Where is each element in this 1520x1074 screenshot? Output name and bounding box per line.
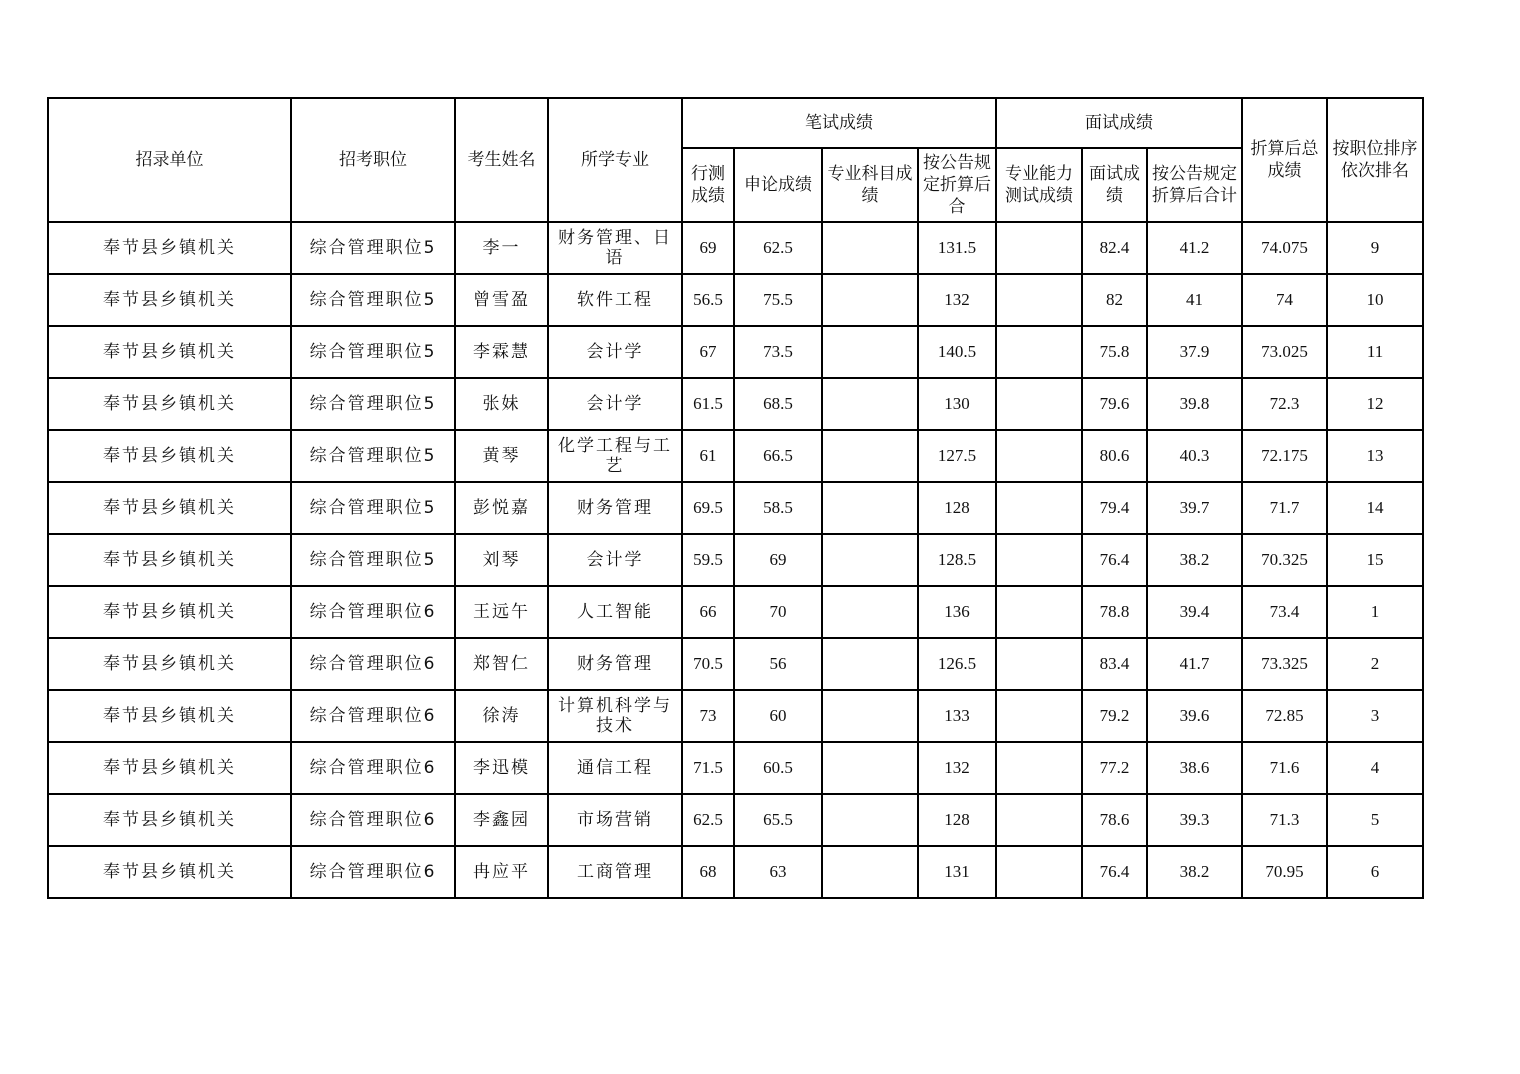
cell-final-total: 74 bbox=[1242, 274, 1327, 326]
cell-major: 计算机科学与技术 bbox=[548, 690, 682, 742]
cell-interview-total: 39.6 bbox=[1147, 690, 1242, 742]
cell-rank: 4 bbox=[1327, 742, 1423, 794]
cell-xingce: 68 bbox=[682, 846, 734, 898]
cell-rank: 3 bbox=[1327, 690, 1423, 742]
cell-written-total: 140.5 bbox=[918, 326, 996, 378]
cell-shenlun: 60.5 bbox=[734, 742, 822, 794]
cell-shenlun: 56 bbox=[734, 638, 822, 690]
cell-name: 刘琴 bbox=[455, 534, 548, 586]
cell-rank: 6 bbox=[1327, 846, 1423, 898]
cell-zhuanye bbox=[822, 326, 918, 378]
cell-interview-total: 41.7 bbox=[1147, 638, 1242, 690]
cell-position: 综合管理职位5 bbox=[291, 378, 455, 430]
cell-zhuanye bbox=[822, 378, 918, 430]
cell-interview: 78.8 bbox=[1082, 586, 1147, 638]
cell-interview: 82.4 bbox=[1082, 222, 1147, 274]
cell-name: 彭悦嘉 bbox=[455, 482, 548, 534]
cell-written-total: 133 bbox=[918, 690, 996, 742]
cell-xingce: 59.5 bbox=[682, 534, 734, 586]
cell-rank: 9 bbox=[1327, 222, 1423, 274]
cell-xingce: 56.5 bbox=[682, 274, 734, 326]
cell-ability bbox=[996, 638, 1082, 690]
cell-interview-total: 38.2 bbox=[1147, 534, 1242, 586]
table-row bbox=[48, 274, 1423, 326]
cell-interview: 79.2 bbox=[1082, 690, 1147, 742]
cell-interview: 75.8 bbox=[1082, 326, 1147, 378]
cell-ability bbox=[996, 586, 1082, 638]
cell-interview-total: 40.3 bbox=[1147, 430, 1242, 482]
cell-interview-total: 37.9 bbox=[1147, 326, 1242, 378]
cell-interview-total: 38.2 bbox=[1147, 846, 1242, 898]
cell-major: 会计学 bbox=[548, 378, 682, 430]
header-name: 考生姓名 bbox=[455, 98, 548, 222]
cell-final-total: 73.325 bbox=[1242, 638, 1327, 690]
cell-ability bbox=[996, 274, 1082, 326]
cell-shenlun: 66.5 bbox=[734, 430, 822, 482]
cell-xingce: 67 bbox=[682, 326, 734, 378]
header-major: 所学专业 bbox=[548, 98, 682, 222]
cell-major: 人工智能 bbox=[548, 586, 682, 638]
cell-unit: 奉节县乡镇机关 bbox=[48, 846, 291, 898]
cell-position: 综合管理职位6 bbox=[291, 794, 455, 846]
cell-major: 会计学 bbox=[548, 534, 682, 586]
cell-zhuanye bbox=[822, 638, 918, 690]
cell-interview-total: 39.8 bbox=[1147, 378, 1242, 430]
cell-unit: 奉节县乡镇机关 bbox=[48, 794, 291, 846]
cell-name: 王远午 bbox=[455, 586, 548, 638]
cell-rank: 12 bbox=[1327, 378, 1423, 430]
cell-zhuanye bbox=[822, 794, 918, 846]
cell-written-total: 126.5 bbox=[918, 638, 996, 690]
cell-rank: 10 bbox=[1327, 274, 1423, 326]
cell-position: 综合管理职位6 bbox=[291, 846, 455, 898]
cell-name: 李一 bbox=[455, 222, 548, 274]
cell-unit: 奉节县乡镇机关 bbox=[48, 326, 291, 378]
cell-name: 李迅模 bbox=[455, 742, 548, 794]
header-interview-total: 按公告规定折算后合计 bbox=[1147, 148, 1242, 222]
table-row bbox=[48, 794, 1423, 846]
table-row bbox=[48, 482, 1423, 534]
cell-major: 软件工程 bbox=[548, 274, 682, 326]
cell-interview: 76.4 bbox=[1082, 846, 1147, 898]
header-xingce: 行测成绩 bbox=[682, 148, 734, 222]
cell-name: 郑智仁 bbox=[455, 638, 548, 690]
cell-ability bbox=[996, 378, 1082, 430]
cell-zhuanye bbox=[822, 430, 918, 482]
cell-xingce: 61 bbox=[682, 430, 734, 482]
table-row bbox=[48, 430, 1423, 482]
cell-interview-total: 38.6 bbox=[1147, 742, 1242, 794]
cell-rank: 2 bbox=[1327, 638, 1423, 690]
cell-major: 工商管理 bbox=[548, 846, 682, 898]
cell-zhuanye bbox=[822, 690, 918, 742]
table-row bbox=[48, 638, 1423, 690]
cell-unit: 奉节县乡镇机关 bbox=[48, 586, 291, 638]
cell-interview: 79.4 bbox=[1082, 482, 1147, 534]
cell-shenlun: 65.5 bbox=[734, 794, 822, 846]
cell-ability bbox=[996, 846, 1082, 898]
header-interview-score: 面试成绩 bbox=[1082, 148, 1147, 222]
cell-interview: 83.4 bbox=[1082, 638, 1147, 690]
cell-final-total: 74.075 bbox=[1242, 222, 1327, 274]
cell-shenlun: 75.5 bbox=[734, 274, 822, 326]
cell-name: 曾雪盈 bbox=[455, 274, 548, 326]
cell-interview-total: 41 bbox=[1147, 274, 1242, 326]
cell-position: 综合管理职位5 bbox=[291, 222, 455, 274]
header-ability: 专业能力测试成绩 bbox=[996, 148, 1082, 222]
cell-shenlun: 63 bbox=[734, 846, 822, 898]
cell-ability bbox=[996, 222, 1082, 274]
cell-name: 冉应平 bbox=[455, 846, 548, 898]
cell-zhuanye bbox=[822, 586, 918, 638]
cell-major: 化学工程与工艺 bbox=[548, 430, 682, 482]
cell-written-total: 128 bbox=[918, 482, 996, 534]
cell-shenlun: 62.5 bbox=[734, 222, 822, 274]
cell-unit: 奉节县乡镇机关 bbox=[48, 378, 291, 430]
cell-name: 李鑫园 bbox=[455, 794, 548, 846]
cell-xingce: 61.5 bbox=[682, 378, 734, 430]
cell-major: 会计学 bbox=[548, 326, 682, 378]
cell-major: 通信工程 bbox=[548, 742, 682, 794]
cell-final-total: 71.6 bbox=[1242, 742, 1327, 794]
header-row-top bbox=[48, 98, 1423, 148]
cell-zhuanye bbox=[822, 482, 918, 534]
header-interview-group: 面试成绩 bbox=[996, 98, 1242, 148]
cell-final-total: 70.95 bbox=[1242, 846, 1327, 898]
cell-written-total: 132 bbox=[918, 274, 996, 326]
cell-xingce: 66 bbox=[682, 586, 734, 638]
header-unit: 招录单位 bbox=[48, 98, 291, 222]
cell-xingce: 73 bbox=[682, 690, 734, 742]
table-header bbox=[48, 98, 1423, 222]
table-row bbox=[48, 586, 1423, 638]
cell-zhuanye bbox=[822, 274, 918, 326]
cell-xingce: 69.5 bbox=[682, 482, 734, 534]
header-rank: 按职位排序依次排名 bbox=[1327, 98, 1423, 222]
cell-rank: 1 bbox=[1327, 586, 1423, 638]
cell-final-total: 70.325 bbox=[1242, 534, 1327, 586]
cell-name: 徐涛 bbox=[455, 690, 548, 742]
cell-major: 财务管理 bbox=[548, 638, 682, 690]
table-row bbox=[48, 222, 1423, 274]
cell-position: 综合管理职位6 bbox=[291, 690, 455, 742]
cell-shenlun: 70 bbox=[734, 586, 822, 638]
cell-interview-total: 39.3 bbox=[1147, 794, 1242, 846]
cell-ability bbox=[996, 742, 1082, 794]
cell-rank: 11 bbox=[1327, 326, 1423, 378]
table-row bbox=[48, 690, 1423, 742]
cell-rank: 5 bbox=[1327, 794, 1423, 846]
cell-written-total: 136 bbox=[918, 586, 996, 638]
cell-rank: 14 bbox=[1327, 482, 1423, 534]
cell-ability bbox=[996, 430, 1082, 482]
cell-interview: 77.2 bbox=[1082, 742, 1147, 794]
cell-major: 财务管理 bbox=[548, 482, 682, 534]
cell-final-total: 73.4 bbox=[1242, 586, 1327, 638]
cell-interview: 80.6 bbox=[1082, 430, 1147, 482]
cell-interview: 76.4 bbox=[1082, 534, 1147, 586]
cell-interview-total: 41.2 bbox=[1147, 222, 1242, 274]
cell-unit: 奉节县乡镇机关 bbox=[48, 274, 291, 326]
cell-name: 李霖慧 bbox=[455, 326, 548, 378]
cell-interview-total: 39.4 bbox=[1147, 586, 1242, 638]
cell-unit: 奉节县乡镇机关 bbox=[48, 222, 291, 274]
cell-xingce: 71.5 bbox=[682, 742, 734, 794]
cell-interview: 82 bbox=[1082, 274, 1147, 326]
cell-xingce: 70.5 bbox=[682, 638, 734, 690]
cell-shenlun: 68.5 bbox=[734, 378, 822, 430]
table-row bbox=[48, 326, 1423, 378]
cell-ability bbox=[996, 326, 1082, 378]
table-body bbox=[48, 222, 1423, 898]
cell-written-total: 128.5 bbox=[918, 534, 996, 586]
cell-major: 市场营销 bbox=[548, 794, 682, 846]
cell-unit: 奉节县乡镇机关 bbox=[48, 638, 291, 690]
cell-zhuanye bbox=[822, 846, 918, 898]
cell-major: 财务管理、日语 bbox=[548, 222, 682, 274]
cell-position: 综合管理职位5 bbox=[291, 482, 455, 534]
cell-written-total: 131 bbox=[918, 846, 996, 898]
cell-position: 综合管理职位5 bbox=[291, 326, 455, 378]
cell-ability bbox=[996, 534, 1082, 586]
cell-position: 综合管理职位5 bbox=[291, 274, 455, 326]
cell-interview: 78.6 bbox=[1082, 794, 1147, 846]
cell-name: 张妹 bbox=[455, 378, 548, 430]
cell-position: 综合管理职位6 bbox=[291, 638, 455, 690]
header-written-group: 笔试成绩 bbox=[682, 98, 996, 148]
cell-written-total: 130 bbox=[918, 378, 996, 430]
cell-zhuanye bbox=[822, 534, 918, 586]
header-final-total: 折算后总成绩 bbox=[1242, 98, 1327, 222]
cell-ability bbox=[996, 690, 1082, 742]
cell-xingce: 69 bbox=[682, 222, 734, 274]
header-shenlun: 申论成绩 bbox=[734, 148, 822, 222]
cell-interview: 79.6 bbox=[1082, 378, 1147, 430]
cell-position: 综合管理职位5 bbox=[291, 430, 455, 482]
cell-name: 黄琴 bbox=[455, 430, 548, 482]
cell-final-total: 72.175 bbox=[1242, 430, 1327, 482]
cell-shenlun: 73.5 bbox=[734, 326, 822, 378]
cell-ability bbox=[996, 482, 1082, 534]
header-zhuanye: 专业科目成绩 bbox=[822, 148, 918, 222]
table-row bbox=[48, 846, 1423, 898]
score-table bbox=[47, 97, 1424, 899]
cell-final-total: 72.85 bbox=[1242, 690, 1327, 742]
table-row bbox=[48, 534, 1423, 586]
cell-written-total: 131.5 bbox=[918, 222, 996, 274]
header-written-total: 按公告规定折算后合 bbox=[918, 148, 996, 222]
cell-rank: 15 bbox=[1327, 534, 1423, 586]
cell-final-total: 73.025 bbox=[1242, 326, 1327, 378]
cell-position: 综合管理职位6 bbox=[291, 742, 455, 794]
cell-final-total: 72.3 bbox=[1242, 378, 1327, 430]
cell-position: 综合管理职位6 bbox=[291, 586, 455, 638]
cell-shenlun: 69 bbox=[734, 534, 822, 586]
cell-unit: 奉节县乡镇机关 bbox=[48, 690, 291, 742]
cell-rank: 13 bbox=[1327, 430, 1423, 482]
cell-written-total: 127.5 bbox=[918, 430, 996, 482]
cell-unit: 奉节县乡镇机关 bbox=[48, 482, 291, 534]
cell-unit: 奉节县乡镇机关 bbox=[48, 534, 291, 586]
cell-written-total: 132 bbox=[918, 742, 996, 794]
table-row bbox=[48, 378, 1423, 430]
cell-position: 综合管理职位5 bbox=[291, 534, 455, 586]
cell-zhuanye bbox=[822, 222, 918, 274]
cell-final-total: 71.7 bbox=[1242, 482, 1327, 534]
cell-unit: 奉节县乡镇机关 bbox=[48, 430, 291, 482]
cell-interview-total: 39.7 bbox=[1147, 482, 1242, 534]
cell-final-total: 71.3 bbox=[1242, 794, 1327, 846]
cell-unit: 奉节县乡镇机关 bbox=[48, 742, 291, 794]
cell-shenlun: 60 bbox=[734, 690, 822, 742]
header-position: 招考职位 bbox=[291, 98, 455, 222]
cell-written-total: 128 bbox=[918, 794, 996, 846]
table-row bbox=[48, 742, 1423, 794]
cell-zhuanye bbox=[822, 742, 918, 794]
cell-ability bbox=[996, 794, 1082, 846]
cell-shenlun: 58.5 bbox=[734, 482, 822, 534]
cell-xingce: 62.5 bbox=[682, 794, 734, 846]
